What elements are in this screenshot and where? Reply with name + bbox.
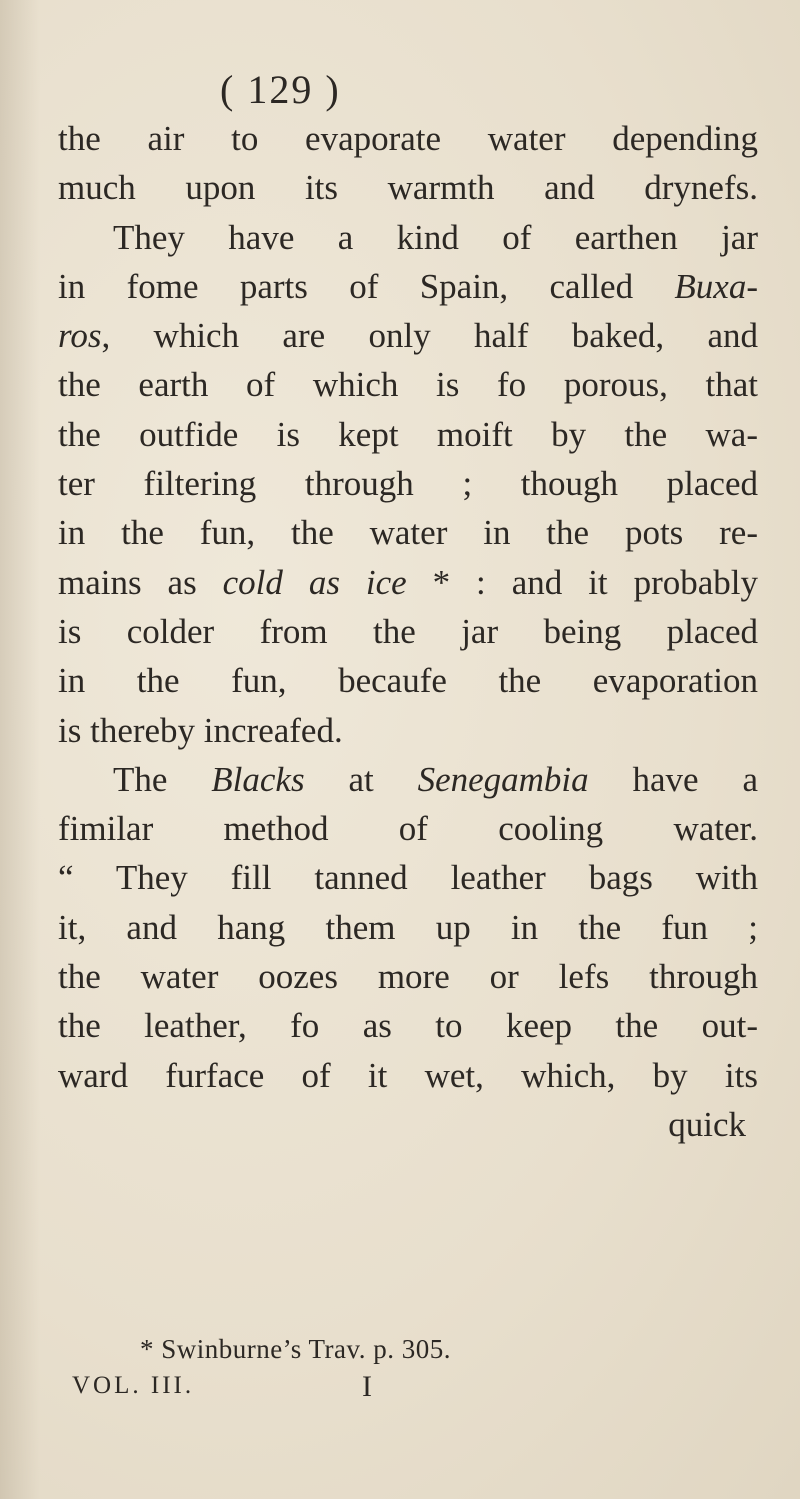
body-text	[58, 114, 758, 1149]
volume-mark: VOL. III.	[72, 1372, 195, 1399]
footnote: * Swinburne’s Trav. p. 305.	[140, 1334, 452, 1364]
italic-term: cold as ice	[222, 562, 407, 602]
text-line: it, and hang them up in the fun ;	[58, 907, 758, 947]
text-line: “ They fill tanned leather bags with	[58, 858, 758, 898]
italic-term: ros	[58, 316, 102, 356]
text-line: They have a kind of earthen jar	[113, 217, 758, 257]
text-line: in the fun, becaufe the evaporation	[58, 661, 758, 701]
signature-row	[72, 1370, 472, 1403]
text-line: the air to evaporate water depending	[58, 119, 758, 158]
catchword: quick	[668, 1104, 746, 1144]
text-line: the earth of which is fo porous, that	[58, 365, 758, 405]
text-line: is colder from the jar being placed	[58, 611, 758, 651]
text-line: much upon its warmth and drynefs.	[58, 168, 758, 208]
page-edge-shadow	[0, 0, 40, 1499]
text-line: The Blacks at Senegambia have a	[113, 759, 758, 799]
text-line: in the fun, the water in the pots re-	[58, 513, 758, 553]
text-line: mains as cold as ice * : and it probably	[58, 562, 758, 602]
text-line: the leather, fo as to keep the out-	[58, 1006, 758, 1046]
text-line: fimilar method of cooling water.	[58, 809, 758, 849]
italic-term: Senegambia	[417, 759, 589, 799]
text-line: ward furface of it wet, which, by its	[58, 1055, 758, 1095]
text-line: the water oozes more or lefs through	[58, 957, 758, 997]
page-number: ( 129 )	[220, 67, 341, 112]
italic-term: Blacks	[211, 759, 305, 799]
text-line: in fome parts of Spain, called Buxa-	[58, 266, 758, 306]
italic-term: Buxa-	[674, 266, 758, 306]
text-line: the outfide is kept moift by the wa-	[58, 414, 758, 454]
text-line: ros, which are only half baked, and	[58, 316, 758, 356]
text-line: is thereby increafed.	[58, 710, 343, 750]
text-line: ter filtering through ; though placed	[58, 464, 758, 504]
signature-mark: I	[362, 1370, 372, 1403]
